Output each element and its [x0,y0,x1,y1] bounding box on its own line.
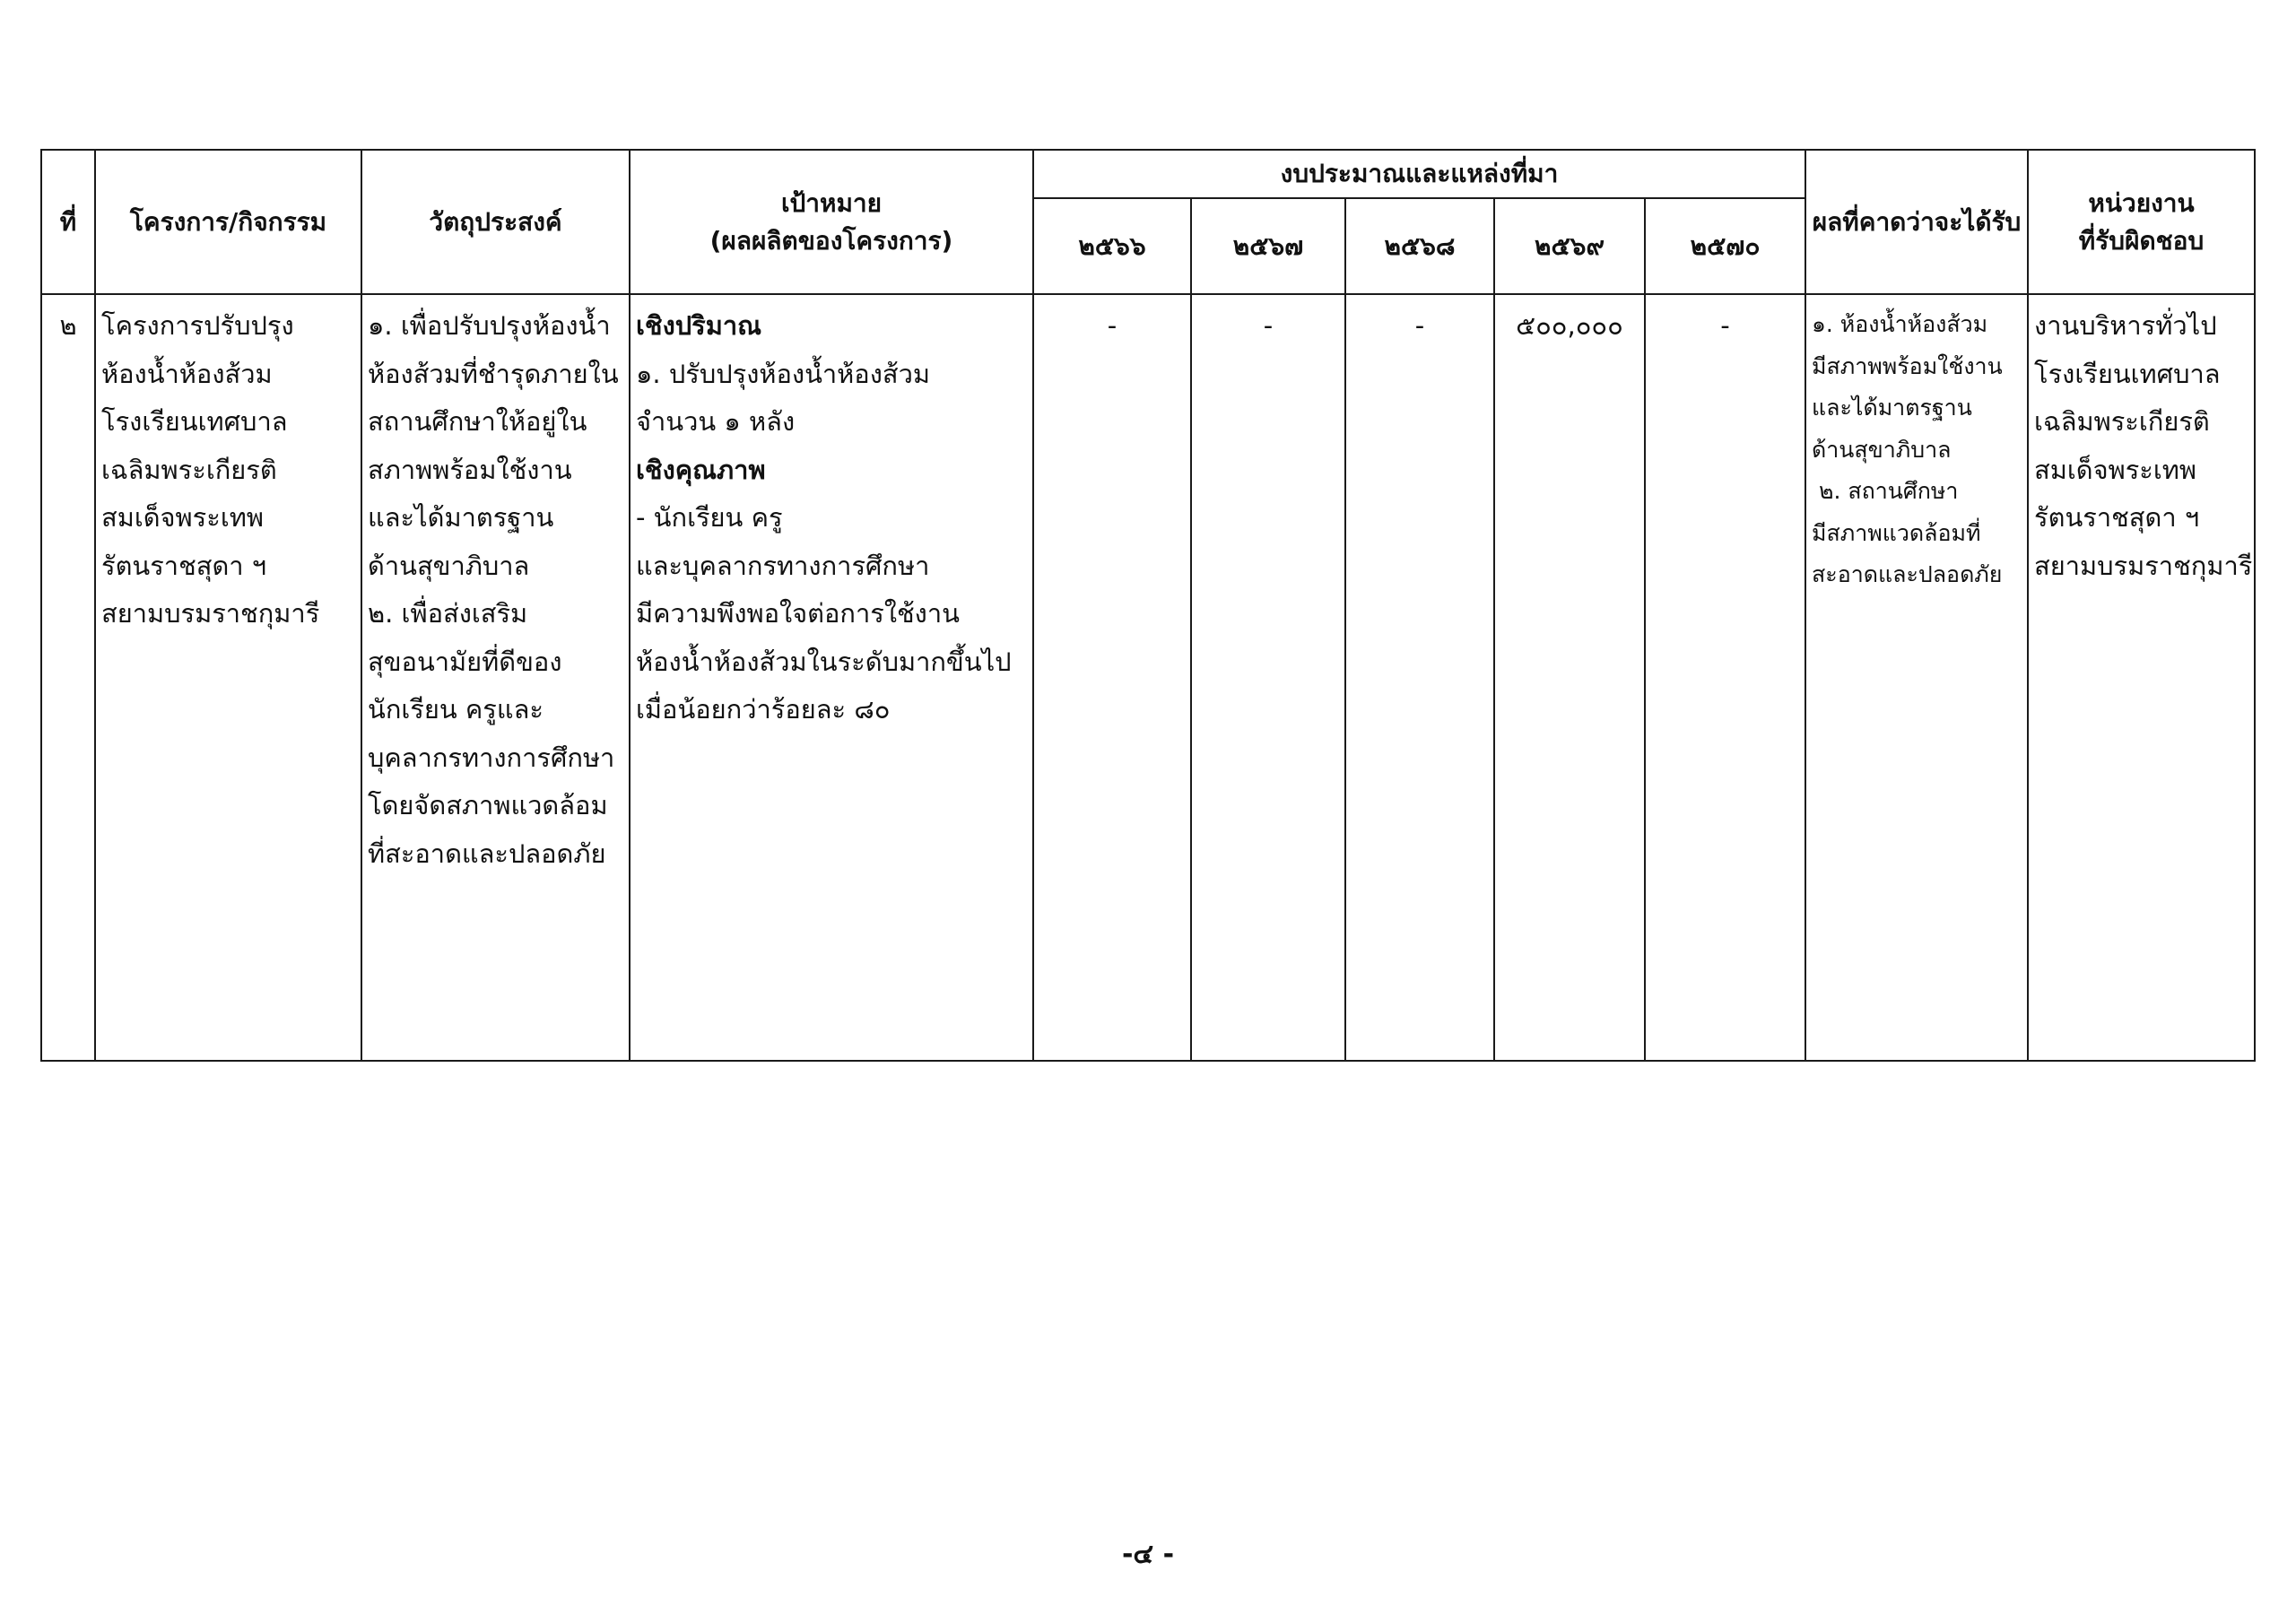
project-line: โรงเรียนเทศบาล [101,406,288,437]
expected-line: ๑. ห้องน้ำห้องส้วม [1812,311,1988,337]
objective-line: ที่สะอาดและปลอดภัย [368,838,606,869]
objective-line: ด้านสุขาภิบาล [368,550,530,581]
header-unit-line1: หน่วยงาน [2088,187,2195,218]
header-objective: วัตถุประสงค์ [361,150,630,294]
expected-line: มีสภาพพร้อมใช้งาน [1812,352,2003,379]
target-line: เมื่อน้อยกว่าร้อยละ ๘๐ [636,694,891,725]
target-quantity-heading: เชิงปริมาณ [636,310,762,341]
header-no: ที่ [41,150,95,294]
unit-lines [2029,295,2254,590]
header-budget: งบประมาณและแหล่งที่มา [1033,150,1805,198]
header-unit-line2: ที่รับผิดชอบ [2078,225,2205,256]
objective-line: นักเรียน ครูและ [368,694,544,725]
target-line: - นักเรียน ครู [636,502,783,533]
target-line: ห้องน้ำห้องส้วมในระดับมากขึ้นไป [636,646,1012,677]
cell-budget-2566 [1033,294,1191,1061]
unit-line: สมเด็จพระเทพ [2034,454,2196,485]
unit-line: รัตนราชสุดา ฯ [2034,502,2200,533]
objective-line: สภาพพร้อมใช้งาน [368,454,572,485]
header-project: โครงการ/กิจกรรม [95,150,361,294]
target-quality-heading: เชิงคุณภาพ [636,454,766,485]
header-year-2570: ๒๕๗๐ [1645,198,1805,294]
objective-line: และได้มาตรฐาน [368,502,554,533]
cell-no [41,294,95,1061]
expected-line: ๒. สถานศึกษา [1812,478,1959,504]
unit-line: สยามบรมราชกุมารี [2034,550,2253,581]
project-line: สยามบรมราชกุมารี [101,598,320,629]
table-row [41,294,2255,1061]
project-line: ห้องน้ำห้องส้วม [101,358,273,389]
target-line: จำนวน ๑ หลัง [636,406,796,437]
objective-line: ๑. เพื่อปรับปรุงห้องน้ำ [368,310,611,341]
target-lines [631,295,1032,734]
cell-budget-2569 [1494,294,1645,1061]
objective-lines [362,295,629,878]
target-line: มีความพึงพอใจต่อการใช้งาน [636,598,960,629]
row-number: ๒ [59,310,77,341]
header-year-2569: ๒๕๖๙ [1494,198,1645,294]
header-target-line1: เป้าหมาย [780,187,883,218]
expected-line: สะอาดและปลอดภัย [1812,561,2003,587]
cell-unit [2028,294,2255,1061]
cell-objective [361,294,630,1061]
header-year-2566: ๒๕๖๖ [1033,198,1191,294]
cell-budget-2570 [1645,294,1805,1061]
header-target-line2: (ผลผลิตของโครงการ) [709,225,953,256]
target-line: และบุคลากรทางการศึกษา [636,550,930,581]
header-target [630,150,1033,294]
project-line: โครงการปรับปรุง [101,310,294,341]
cell-budget-2568 [1345,294,1494,1061]
objective-line: ๒. เพื่อส่งเสริม [368,598,528,629]
project-lines [96,295,361,638]
cell-project [95,294,361,1061]
unit-line: โรงเรียนเทศบาล [2034,358,2221,389]
expected-line: มีสภาพแวดล้อมที่ [1812,519,1981,546]
cell-budget-2567 [1191,294,1345,1061]
cell-target [630,294,1033,1061]
unit-line: งานบริหารทั่วไป [2034,310,2217,341]
header-year-2568: ๒๕๖๘ [1345,198,1494,294]
target-line: ๑. ปรับปรุงห้องน้ำห้องส้วม [636,358,930,389]
header-expected: ผลที่คาดว่าจะได้รับ [1805,150,2028,294]
expected-lines [1806,295,2027,596]
budget-value: - [1107,310,1118,341]
objective-line: บุคลากรทางการศึกษา [368,742,615,773]
expected-line: และได้มาตรฐาน [1812,395,1972,421]
expected-line: ด้านสุขาภิบาล [1812,436,1952,463]
budget-value: - [1414,310,1425,341]
objective-line: สถานศึกษาให้อยู่ใน [368,406,587,437]
header-year-2567: ๒๕๖๗ [1191,198,1345,294]
project-line: รัตนราชสุดา ฯ [101,550,267,581]
project-plan-table [40,149,2256,1062]
cell-expected [1805,294,2028,1061]
page-number: -๔ - [1121,1539,1175,1570]
project-line: เฉลิมพระเกียรติ [101,454,277,485]
unit-line: เฉลิมพระเกียรติ [2034,406,2210,437]
objective-line: สุขอนามัยที่ดีของ [368,646,562,677]
objective-line: ห้องส้วมที่ชำรุดภายใน [368,358,619,389]
objective-line: โดยจัดสภาพแวดล้อม [368,790,608,820]
budget-value: - [1720,310,1730,341]
budget-value: - [1263,310,1274,341]
header-unit [2028,150,2255,294]
budget-value: ๕๐๐,๐๐๐ [1516,310,1623,341]
project-line: สมเด็จพระเทพ [101,502,264,533]
